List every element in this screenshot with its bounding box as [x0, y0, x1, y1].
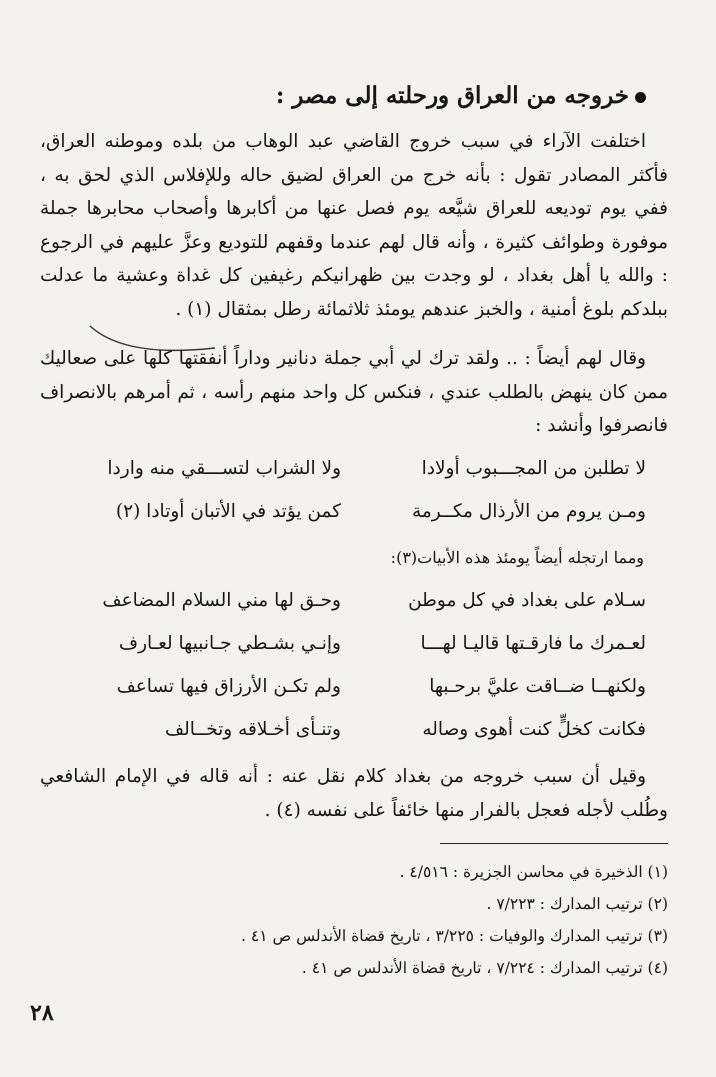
verse-first-hemistich: سـلام على بغداد في كل موطن	[408, 590, 646, 611]
section-heading	[276, 82, 646, 109]
footnotes-list	[40, 856, 668, 984]
paragraph-2: وقال لهم أيضاً : .. ولقد ترك لي أبي جملة دنانير وداراً أنفقتها كلها على صعاليك ممن كان ينهض بالطلب عندي ، فنكس كل واحد منهم رأسه ، ثم أمرهم بالانصراف فانصرفوا وأنشد :	[40, 348, 668, 437]
footnote-item: (٤) ترتيب المدارك : ٧/٢٢٤ ، تاريخ قضاة الأندلس ص ٤١ .	[301, 959, 668, 977]
footnote-item: (١) الذخيرة في محاسن الجزيرة : ٤/٥١٦ .	[399, 863, 668, 881]
verse-second-hemistich: وتنـأى أخـلاقه وتخــالف	[164, 719, 341, 740]
footnote-item: (٣) ترتيب المدارك والوفيات : ٣/٢٢٥ ، تاريخ قضاة الأندلس ص ٤١ .	[241, 927, 668, 945]
verse-second-hemistich: وإنـي بشـطي جـانبيها لعـارف	[118, 633, 341, 654]
footnote-divider	[440, 843, 668, 844]
verse-row	[66, 458, 646, 501]
verse-second-hemistich: ولا الشراب لتســـقي منه واردا	[107, 458, 341, 479]
verse-row	[66, 501, 646, 544]
verse-second-hemistich: وحـق لها مني السلام المضاعف	[102, 590, 341, 611]
verse-row	[66, 719, 646, 762]
verse-second-hemistich: ولم تكـن الأرزاق فيها تساعف	[116, 676, 341, 697]
paragraph-3: وقيل أن سبب خروجه من بغداد كلام نقل عنه : أنه قاله في الإمام الشافعي وطُلب لأجله فعجل بالفرار منها خائفاً على نفسه (٤) .	[40, 766, 668, 821]
verse-first-hemistich: فكانت كخلٍّ كنت أهوى وصاله	[422, 719, 646, 740]
bullet-icon	[635, 92, 646, 103]
verse-row	[66, 676, 646, 719]
section-heading-text: خروجه من العراق ورحلته إلى مصر :	[275, 82, 629, 109]
verse-first-hemistich: ومـن يروم من الأرذال مكــرمة	[411, 501, 646, 522]
verse-first-hemistich: لا تطلبن من المجـــبوب أولادا	[421, 458, 646, 479]
verse-first-hemistich: ولكنهــا ضــاقت عليَّ برحـبها	[429, 676, 646, 697]
footnote-item: (٢) ترتيب المدارك : ٧/٢٢٣ .	[486, 895, 668, 913]
poem-2	[66, 590, 646, 762]
verse-row	[66, 633, 646, 676]
verse-first-hemistich: لعـمرك ما فارقـتها قاليـا لهـــا	[420, 633, 646, 654]
poem-1	[66, 458, 646, 544]
paragraph-1: اختلفت الآراء في سبب خروج القاضي عبد الوهاب من بلده وموطنه العراق، فأكثر المصادر تقول : بأنه خرج من العراق لضيق حاله وللإفلاس الذي لحق به ، ففي يوم توديعه للعراق شيَّعه يوم فصل عنها من أكابرها وأصحاب محابرها جملة موفورة وطوائف كثيرة ، وأنه قال لهم عندما وقفهم للتوديع وعزَّ عليهم في الرجوع : والله يا أهل بغداد ، لو وجدت بين ظهرانيكم رغيفين كل غداة وعشية ما عدلت ببلدكم بلوغ أمنية ، والخبز عندهم يومئذ ثلاثمائة رطل بمثقال (١) .	[40, 131, 668, 320]
verse-intro-line: ومما ارتجله أيضاً يومئذ هذه الأبيات(٣):	[390, 548, 644, 567]
verse-second-hemistich: كمن يؤتد في الأتبان أوتادا (٢)	[115, 501, 341, 522]
page-number: ٢٨	[30, 1000, 54, 1026]
verse-row	[66, 590, 646, 633]
